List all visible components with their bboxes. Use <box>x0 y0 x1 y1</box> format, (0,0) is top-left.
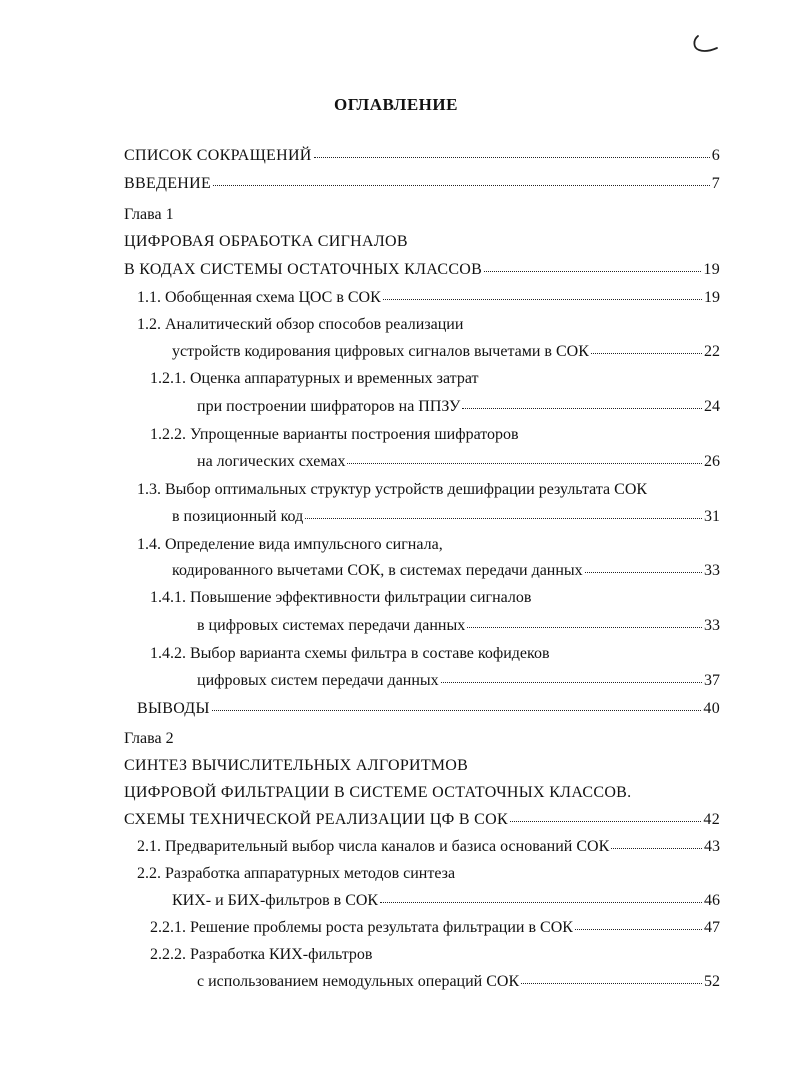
toc-entry: ВВЕДЕНИЕ 7 <box>124 175 720 192</box>
toc-entry: при построении шифраторов на ППЗУ 24 <box>197 398 720 415</box>
toc-entry-line: 2.2.2. Разработка КИХ-фильтров <box>150 946 373 963</box>
page-title: ОГЛАВЛЕНИЕ <box>334 95 458 114</box>
toc-entry: в цифровых системах передачи данных 33 <box>197 617 720 634</box>
toc-entry-line: 1.2.1. Оценка аппаратурных и временных затрат <box>150 370 479 387</box>
toc-entry: В КОДАХ СИСТЕМЫ ОСТАТОЧНЫХ КЛАССОВ 19 <box>124 261 720 278</box>
chapter-label: Глава 1 <box>124 206 174 223</box>
chapter-title: СИНТЕЗ ВЫЧИСЛИТЕЛЬНЫХ АЛГОРИТМОВ <box>124 757 469 774</box>
toc-entry: СХЕМЫ ТЕХНИЧЕСКОЙ РЕАЛИЗАЦИИ ЦФ В СОК 42 <box>124 811 720 828</box>
toc-entry: СПИСОК СОКРАЩЕНИЙ 6 <box>124 147 720 164</box>
toc-entry-line: 1.3. Выбор оптимальных структур устройств дешифрации результата СОК <box>137 481 648 498</box>
toc-entry: кодированного вычетами СОК, в системах передачи данных 33 <box>172 562 720 579</box>
toc-entry: КИХ- и БИХ-фильтров в СОК 46 <box>172 892 720 909</box>
chapter-title: ЦИФРОВОЙ ФИЛЬТРАЦИИ В СИСТЕМЕ ОСТАТОЧНЫХ КЛАССОВ. <box>124 784 632 801</box>
toc-entry-line: 1.4. Определение вида импульсного сигнала, <box>137 536 443 553</box>
toc-entry: ВЫВОДЫ 40 <box>137 700 720 717</box>
toc-entry-line: 1.4.2. Выбор варианта схемы фильтра в составе кофидеков <box>150 645 550 662</box>
chapter-label: Глава 2 <box>124 730 174 747</box>
toc-entry: в позиционный код 31 <box>172 508 720 525</box>
toc-entry-line: 1.2.2. Упрощенные варианты построения шифраторов <box>150 426 519 443</box>
toc-entry: 2.1. Предварительный выбор числа каналов и базиса оснований СОК 43 <box>137 838 720 855</box>
toc-entry-line: 2.2. Разработка аппаратурных методов синтеза <box>137 865 456 882</box>
toc-entry: на логических схемах 26 <box>197 453 720 470</box>
toc-entry-line: 1.2. Аналитический обзор способов реализации <box>137 316 464 333</box>
toc-entry: 1.1. Обобщенная схема ЦОС в СОК 19 <box>137 289 720 306</box>
handwritten-page-mark <box>690 30 720 56</box>
toc-entry: устройств кодирования цифровых сигналов вычетами в СОК 22 <box>172 343 720 360</box>
toc-entry: с использованием немодульных операций СОК 52 <box>197 973 720 990</box>
toc-entry: 2.2.1. Решение проблемы роста результата фильтрации в СОК 47 <box>150 919 720 936</box>
chapter-title: ЦИФРОВАЯ ОБРАБОТКА СИГНАЛОВ <box>124 233 408 250</box>
toc-entry: цифровых систем передачи данных 37 <box>197 672 720 689</box>
toc-entry-line: 1.4.1. Повышение эффективности фильтрации сигналов <box>150 589 532 606</box>
